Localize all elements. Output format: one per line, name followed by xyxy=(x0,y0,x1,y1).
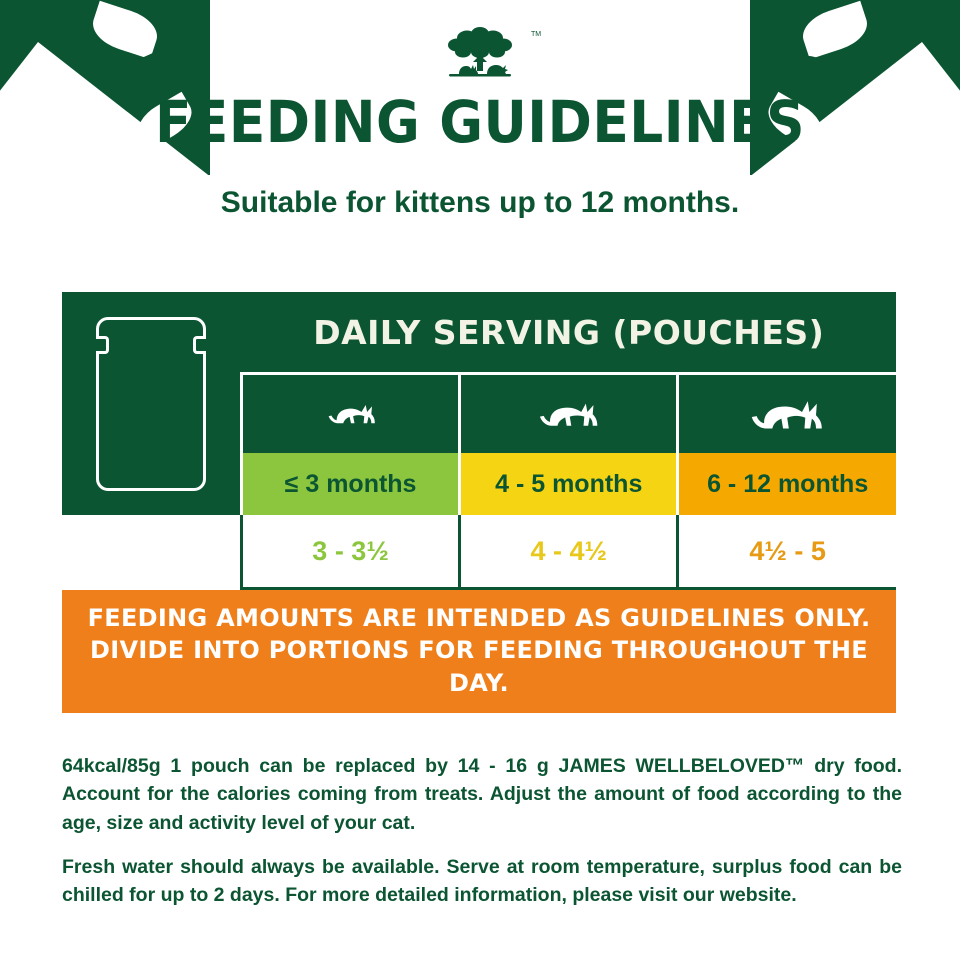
footer-paragraph-2: Fresh water should always be available. Serve at room temperature, surplus food can be chilled for up to 2 days. For more detailed information, please visit our website. xyxy=(62,855,902,907)
leaf-shape xyxy=(797,1,872,59)
pouch-illustration-cell xyxy=(62,292,242,515)
amount-cell-1: 3 - 3½ xyxy=(242,515,460,589)
page-subtitle: Suitable for kittens up to 12 months. xyxy=(220,186,740,219)
age-cell-3: 6 - 12 months xyxy=(678,453,896,515)
cat-icon-cell-3 xyxy=(678,374,896,454)
amount-cell-3: 4½ - 5 xyxy=(678,515,896,589)
feeding-guidelines-table xyxy=(62,292,896,713)
serving-amount-row xyxy=(62,515,896,589)
age-cell-2: 4 - 5 months xyxy=(460,453,678,515)
note-line-1: FEEDING AMOUNTS ARE INTENDED AS GUIDELINES ONLY. xyxy=(87,604,871,632)
pouch-spacer-cell xyxy=(62,515,242,589)
amount-cell-2: 4 - 4½ xyxy=(460,515,678,589)
age-cell-1: ≤ 3 months xyxy=(242,453,460,515)
footer-paragraph-1: 64kcal/85g 1 pouch can be replaced by 14 - 16 g JAMES WELLBELOVED™ dry food. Account for the calories coming from treats. Adjust the amount of food according to the age, size and activity level of your cat. xyxy=(62,755,902,834)
kitten-small-icon xyxy=(316,388,386,436)
kitten-large-icon xyxy=(741,384,835,440)
kitten-medium-icon xyxy=(528,386,610,438)
tree-with-cat-and-dog-logo xyxy=(415,18,545,84)
brand-logo xyxy=(415,18,545,84)
trademark-mark: TM xyxy=(531,31,542,38)
pouch-icon xyxy=(96,317,206,491)
daily-serving-header: DAILY SERVING (POUCHES) xyxy=(242,292,897,374)
guidelines-note-bar xyxy=(62,590,896,713)
table-header-row xyxy=(62,292,896,374)
cat-icon-cell-1 xyxy=(242,374,460,454)
cat-icon-cell-2 xyxy=(460,374,678,454)
note-line-2: DIVIDE INTO PORTIONS FOR FEEDING THROUGHOUT THE DAY. xyxy=(90,636,868,697)
leaf-shape xyxy=(87,1,162,59)
page-title: FEEDING GUIDELINES xyxy=(155,88,805,156)
footer-text xyxy=(62,752,902,909)
